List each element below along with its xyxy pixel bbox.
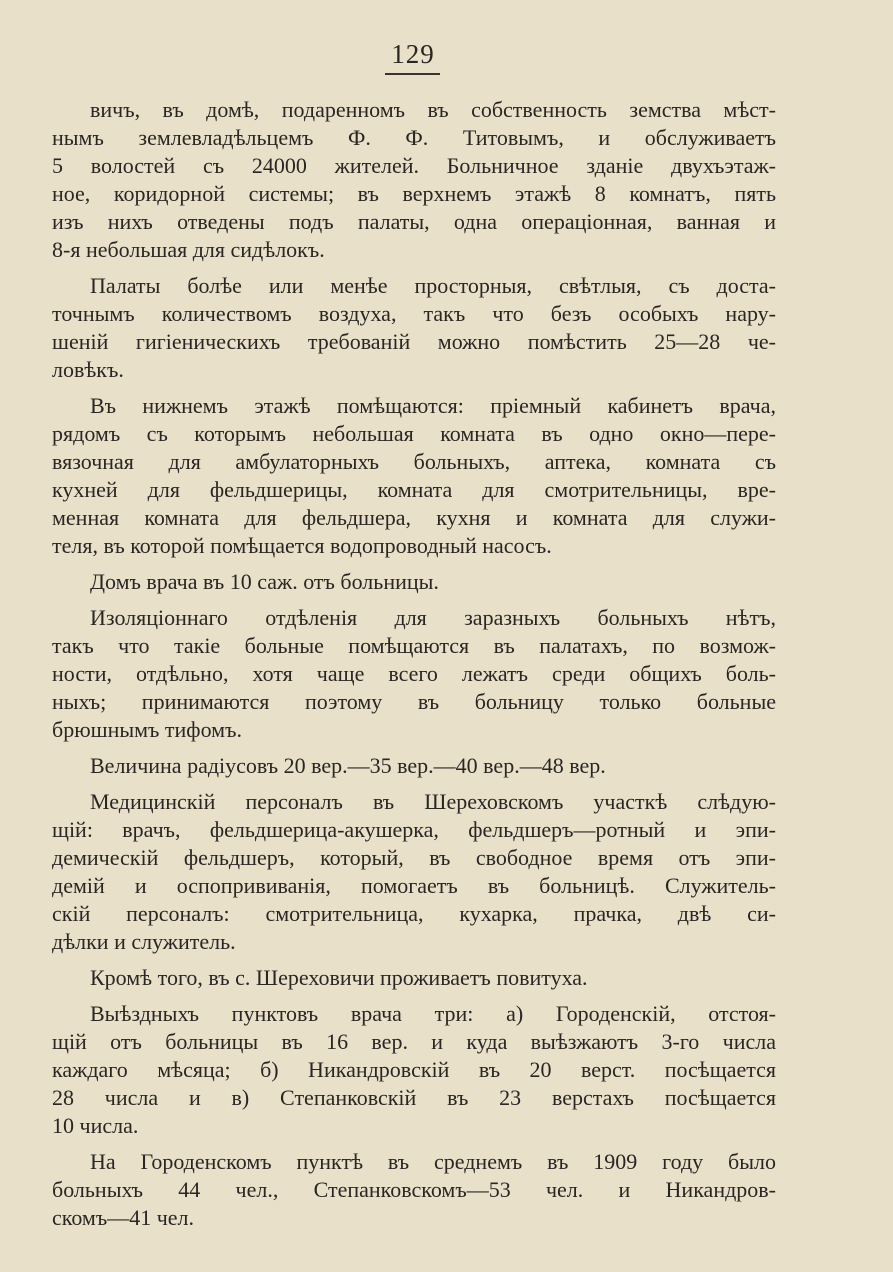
text-line: 28 числа и в) Степанковскій въ 23 верстахъ посѣщается (52, 1085, 776, 1110)
text-line: ное, коридорной системы; въ верхнемъ этажѣ 8 комнатъ, пять (52, 181, 776, 206)
text-line: шеній гигіеническихъ требованій можно помѣстить 25—28 че- (52, 329, 776, 354)
paragraph (52, 272, 776, 384)
paragraph-gap (52, 596, 776, 604)
page-number: 129 (391, 39, 435, 69)
text-line: изъ нихъ отведены подъ палаты, одна операціонная, ванная и (52, 209, 776, 234)
text-line: демій и оспопрививанія, помогаетъ въ больницѣ. Служитель- (52, 873, 776, 898)
text-line: Въ нижнемъ этажѣ помѣщаются: пріемный кабинетъ врача, (90, 393, 776, 418)
paragraph (52, 788, 776, 956)
text-line: Медицинскій персоналъ въ Шереховскомъ участкѣ слѣдую- (90, 789, 776, 814)
paragraph (52, 752, 776, 780)
text-line: Изоляціоннаго отдѣленія для заразныхъ больныхъ нѣтъ, (90, 605, 776, 630)
text-line: 8-я небольшая для сидѣлокъ. (52, 237, 325, 262)
text-line: скій персоналъ: смотрительница, кухарка, прачка, двѣ си- (52, 901, 776, 926)
paragraph (52, 96, 776, 264)
text-line: ности, отдѣльно, хотя чаще всего лежатъ среди общихъ боль- (52, 661, 776, 686)
paragraph-gap (52, 1140, 776, 1148)
text-line: щій: врачъ, фельдшерица-акушерка, фельдшеръ—ротный и эпи- (52, 817, 776, 842)
text-line: Палаты болѣе или менѣе просторныя, свѣтлыя, съ доста- (90, 273, 776, 298)
text-line: Величина радіусовъ 20 вер.—35 вер.—40 вер.—48 вер. (90, 753, 606, 778)
text-line: Выѣздныхъ пунктовъ врача три: а) Городенскій, отстоя- (90, 1001, 776, 1026)
paragraph (52, 1148, 776, 1232)
text-line: теля, въ которой помѣщается водопроводный насосъ. (52, 533, 552, 558)
text-line: точнымъ количествомъ воздуха, такъ что безъ особыхъ нару- (52, 301, 776, 326)
paragraph-gap (52, 264, 776, 272)
text-line: такъ что такіе больные помѣщаются въ палатахъ, по возмож- (52, 633, 776, 658)
text-line: демическій фельдшеръ, который, въ свободное время отъ эпи- (52, 845, 776, 870)
text-line: вичъ, въ домѣ, подаренномъ въ собственность земства мѣст- (90, 97, 776, 122)
text-line: менная комната для фельдшера, кухня и комната для служи- (52, 505, 776, 530)
text-line: кухней для фельдшерицы, комната для смотрительницы, вре- (52, 477, 776, 502)
paragraph (52, 1000, 776, 1140)
text-line: нымъ землевладѣльцемъ Ф. Ф. Титовымъ, и обслуживаетъ (52, 125, 776, 150)
text-line: рядомъ съ которымъ небольшая комната въ одно окно—пере- (52, 421, 776, 446)
text-line: каждаго мѣсяца; б) Никандровскій въ 20 верст. посѣщается (52, 1057, 776, 1082)
text-line: Домъ врача въ 10 саж. отъ больницы. (90, 569, 439, 594)
text-line: 10 числа. (52, 1113, 139, 1138)
paragraph-gap (52, 992, 776, 1000)
paragraph (52, 568, 776, 596)
text-line: дѣлки и служитель. (52, 929, 236, 954)
text-line: брюшнымъ тифомъ. (52, 717, 242, 742)
paragraph (52, 604, 776, 744)
text-line: На Городенскомъ пунктѣ въ среднемъ въ 1909 году было (90, 1149, 776, 1174)
paragraph-gap (52, 384, 776, 392)
text-line: больныхъ 44 чел., Степанковскомъ—53 чел. и Никандров- (52, 1177, 776, 1202)
text-line: вязочная для амбулаторныхъ больныхъ, аптека, комната съ (52, 449, 776, 474)
paragraph (52, 392, 776, 560)
page-number-rule (385, 73, 440, 75)
text-line: Кромѣ того, въ с. Шереховичи проживаетъ повитуха. (90, 965, 588, 990)
paragraph-gap (52, 956, 776, 964)
paragraph-gap (52, 744, 776, 752)
body-text (52, 96, 776, 1232)
paragraph (52, 964, 776, 992)
text-line: ловѣкъ. (52, 357, 124, 382)
paragraph-gap (52, 780, 776, 788)
text-line: щій отъ больницы въ 16 вер. и куда выѣзжаютъ 3-го числа (52, 1029, 776, 1054)
text-line: 5 волостей съ 24000 жителей. Больничное зданіе двухъэтаж- (52, 153, 776, 178)
text-line: ныхъ; принимаются поэтому въ больницу только больные (52, 689, 776, 714)
paragraph-gap (52, 560, 776, 568)
text-line: скомъ—41 чел. (52, 1205, 195, 1230)
